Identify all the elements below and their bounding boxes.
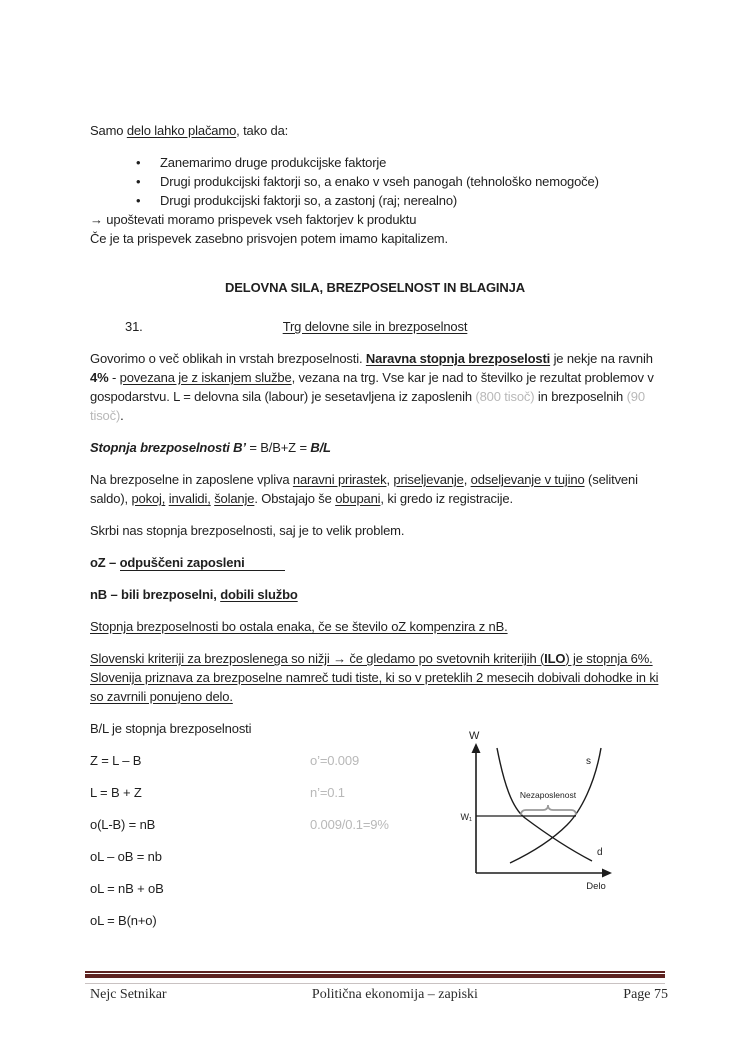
text-run: je nekje na ravnih [550,351,653,366]
text-run: invalidi, [168,491,211,506]
text-run: B/L [310,440,331,455]
footer-rule-thin-bar [85,971,665,973]
text-run: , [463,472,471,487]
formula-text: Z = L – B [90,753,142,768]
section-heading: DELOVNA SILA, BREZPOSELNOST IN BLAGINJA [225,280,525,295]
paragraph-oz-definition [90,553,660,572]
paragraph-unemployment-forms [90,349,660,425]
formula-note: o’=0.009 [310,753,360,768]
text-run: , ki gredo iz registracije. [380,491,513,506]
footer-author: Nejc Setnikar [90,987,167,1002]
text-run: dobili službo [220,587,298,602]
unemployment-brace-icon [521,805,576,815]
paragraph-labor-flows [90,470,660,508]
subsection-number: 31. [125,319,143,334]
text-run: Stopnja brezposelnosti B’ [90,440,246,455]
text-run: Samo [90,123,127,138]
text-run: Na brezposelne in zaposlene vpliva [90,472,293,487]
text-run: odseljevanje v tujino [470,472,585,487]
text-run: , vezana na trg. Vse kar je nad to številko je rezultat problemov v gospodarstvu. L = delovna sila (labour) je sesetavljena iz zaposlenih [90,370,654,404]
text-run: (selitveni saldo), [90,472,638,506]
paragraph-rate-formula [90,438,660,457]
x-axis-label: Delo [586,881,606,892]
text-run: nB – bili brezposelni, [90,587,221,602]
formula-note: 0.009/0.1=9% [310,817,389,832]
paragraph-concern: Skrbi nas stopnja brezposelnosti, saj je to velik problem. [90,523,405,538]
text-run: obupani [335,491,381,506]
formula-and-diagram-block [90,719,660,930]
text-run: in brezposelnih [534,389,627,404]
list-item: • Zanemarimo druge produkcijske faktorje [160,153,660,172]
y-axis-label: W [469,730,480,742]
supply-curve-label: s [586,756,591,767]
formula-row [90,911,660,930]
text-run: oZ – [90,555,120,570]
text-run: . [120,408,124,423]
text-run: Slovenski kriteriji za brezposlenega so nižji → če gledamo po svetovnih kriterijih ( [90,651,545,666]
text-run: , [386,472,394,487]
intro-bullet-list [90,153,660,210]
unemployment-gap-label: Nezaposlenost [519,790,577,800]
paragraph-closing: Če je ta prispevek zasebno prisvojen potem imamo kapitalizem. [90,231,448,246]
footer [90,985,668,1004]
text-run: naravni prirastek [292,472,387,487]
paragraph-nb-definition [90,585,660,604]
text-run: priseljevanje [393,472,464,487]
demand-curve-label: d [597,847,603,858]
x-axis-arrow-icon [602,869,612,878]
formula-text: oL = nB + oB [90,881,164,896]
text-run: pokoj, [131,491,166,506]
y-axis-arrow-icon [472,743,481,753]
text-run: ILO [544,651,566,666]
text-run: , tako da: [236,123,289,138]
text-run: ) je stopnja 6%. Slovenija priznava za brezposelne namreč tudi tiste, ki so v preteklih 2 mesecih dobivali dohodke in ki so zavrnili ponujeno delo. [90,651,659,704]
page-content [90,121,660,943]
list-item: • Drugi produkcijski faktorji so, a enako v vseh panogah (tehnološko nemogoče) [160,172,660,191]
text-run: . Obstajajo še [254,491,336,506]
text-run: - [108,370,120,385]
subsection-row [90,317,660,336]
footer-rule-thick-bar [85,974,665,978]
text-run: = B/B+Z = [245,440,311,455]
footer-rule-faint-line [85,983,665,984]
text-run: Naravna stopnja brezposelosti [365,351,551,366]
list-item: • Drugi produkcijski faktorji so, a zastonj (raj; nerealno) [160,191,660,210]
formula-text: oL = B(n+o) [90,913,157,928]
paragraph-slovenian-criteria [90,649,660,706]
wage-level-label: W₁ [460,812,472,822]
text-run-muted: (800 tisoč) [475,389,535,404]
text-run: delo lahko plačamo [126,123,237,138]
formula-text: L = B + Z [90,785,142,800]
paragraph-arrow-conclusion: → upoštevati moramo prispevek vseh faktorjev k produktu [90,212,417,227]
text-run: 4% [90,370,109,385]
formula-note: n’=0.1 [310,785,345,800]
footer-page-number: Page 75 [623,987,668,1002]
text-run: Stopnja brezposelnosti bo ostala enaka, če se število oZ kompenzira z nB. [90,619,508,634]
paragraph-intro [90,121,660,140]
paragraph-compensation [90,617,660,636]
footer-rule [85,971,665,984]
subsection-title: Trg delovne sile in brezposelnost [282,319,468,334]
paragraph-bl-rate: B/L je stopnja brezposelnosti [90,721,252,736]
text-run: šolanje [214,491,255,506]
text-run-muted: (90 tisoč) [90,389,645,423]
footer-title: Politična ekonomija – zapiski [311,987,478,1002]
labor-market-diagram [455,721,625,899]
text-run: Govorimo o več oblikah in vrstah brezposelnosti. [90,351,366,366]
text-run: odpuščeni zaposleni [120,555,285,571]
formula-text: oL – oB = nb [90,849,162,864]
formula-text: o(L-B) = nB [90,817,156,832]
text-run: povezana je z iskanjem službe [119,370,292,385]
